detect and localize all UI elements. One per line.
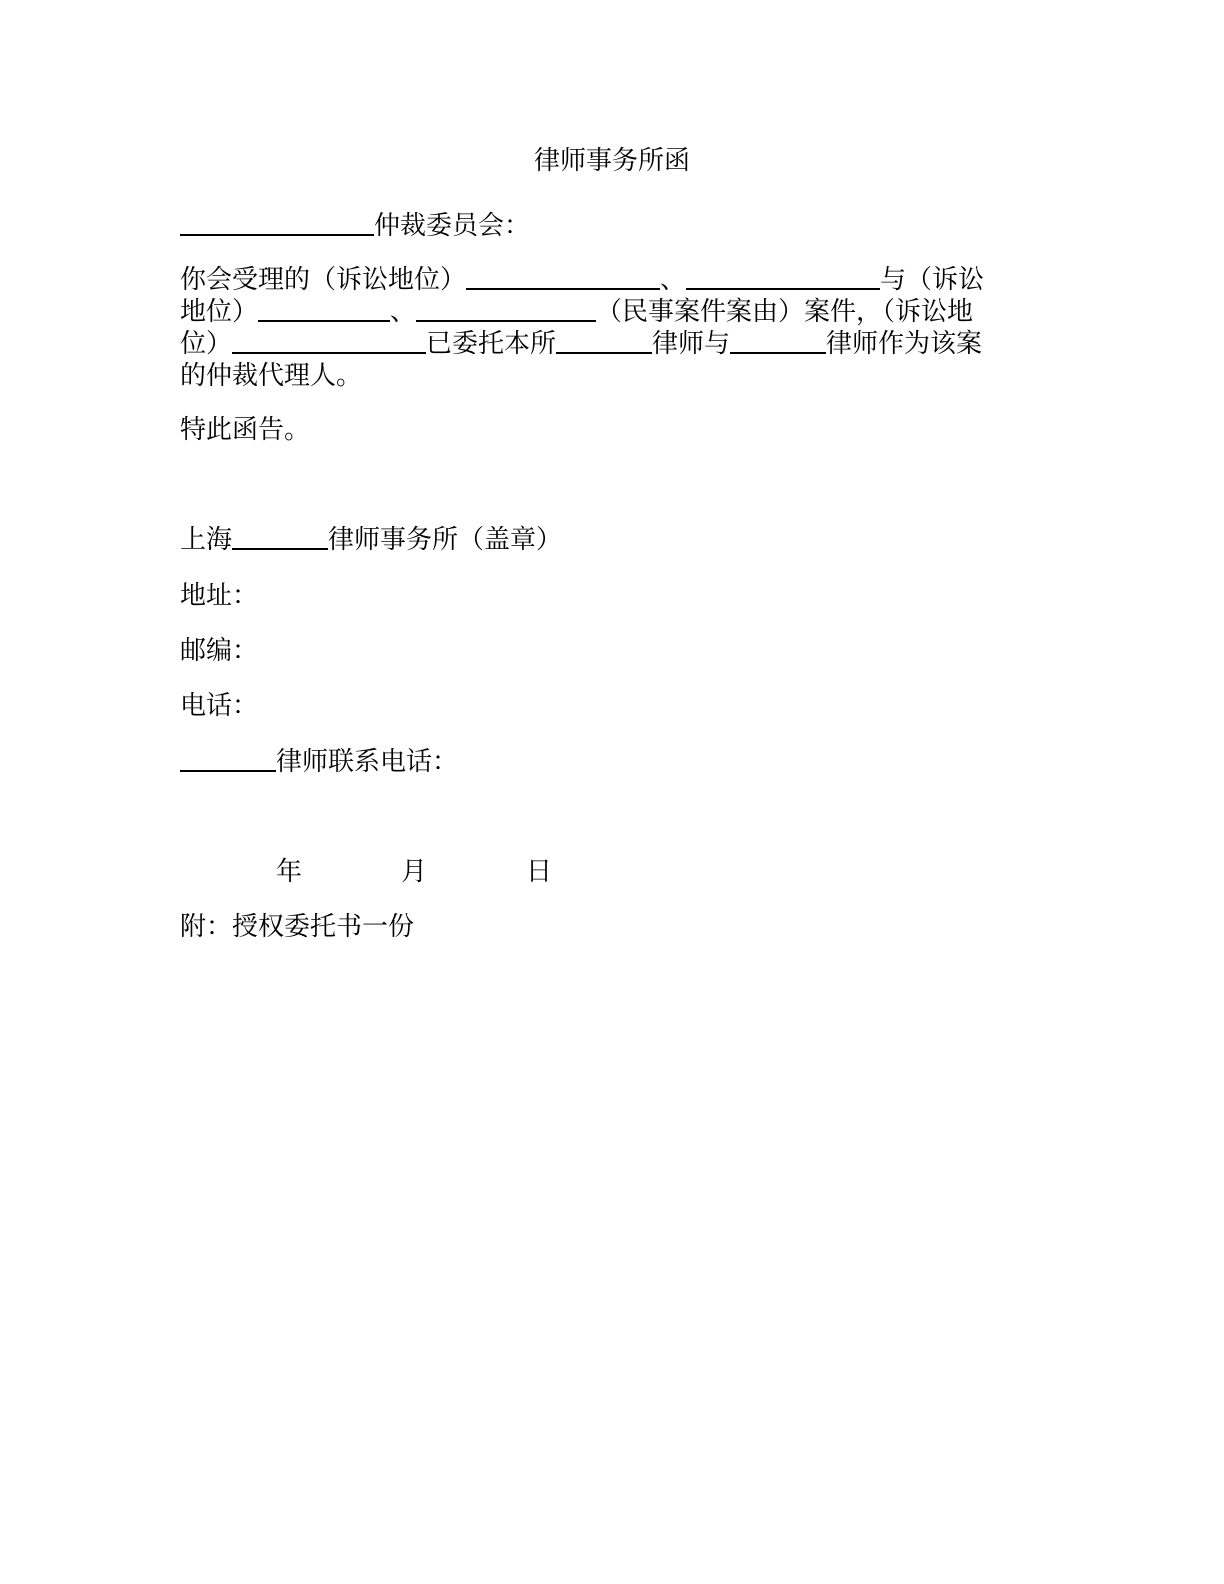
body-text: 你会受理的（诉讼地位） [180, 265, 467, 295]
body-text: 、 [660, 265, 687, 295]
lawyer-phone-label: 律师联系电话： [276, 747, 459, 777]
closing-text: 特此函告。 [180, 415, 311, 445]
party-blank-3[interactable] [258, 296, 390, 322]
postcode-label: 邮编： [180, 636, 259, 666]
signature-prefix: 上海 [180, 525, 233, 555]
party-blank-4[interactable] [416, 296, 596, 322]
body-text: （民事案件案由）案件，（诉讼地 [596, 297, 974, 327]
address-label: 地址： [180, 581, 259, 611]
addressee-suffix: 仲裁委员会： [374, 211, 531, 241]
lawyer-blank-1[interactable] [556, 328, 652, 354]
lawyer-name-blank[interactable] [180, 746, 276, 772]
lawyer-blank-2[interactable] [730, 328, 826, 354]
party-blank-2[interactable] [686, 264, 880, 290]
date-day: 日 [526, 857, 553, 887]
body-text: 地位） [180, 297, 259, 327]
committee-name-blank[interactable] [180, 210, 374, 236]
lawyer-phone-line [180, 746, 458, 778]
document-title: 律师事务所函 [533, 146, 690, 176]
client-blank[interactable] [232, 328, 426, 354]
addressee-line [180, 210, 530, 242]
body-line-4: 的仲裁代理人。 [180, 361, 363, 391]
signature-suffix: 律师事务所（盖章） [328, 525, 563, 555]
body-text: 已委托本所 [426, 329, 557, 359]
body-text: 律师作为该案 [826, 329, 983, 359]
date-month: 月 [401, 857, 428, 887]
body-text: 律师与 [652, 329, 731, 359]
body-text: 与（诉讼 [880, 265, 985, 295]
body-text: 位） [180, 329, 233, 359]
signature-line [180, 524, 562, 556]
phone-label: 电话： [180, 691, 259, 721]
firm-name-blank[interactable] [232, 524, 328, 550]
body-line-1 [180, 264, 984, 296]
body-line-3 [180, 328, 982, 360]
party-blank-1[interactable] [466, 264, 660, 290]
attachment-note: 附：授权委托书一份 [180, 912, 415, 942]
body-text: 、 [390, 297, 417, 327]
body-line-2 [180, 296, 973, 328]
date-year: 年 [276, 857, 303, 887]
